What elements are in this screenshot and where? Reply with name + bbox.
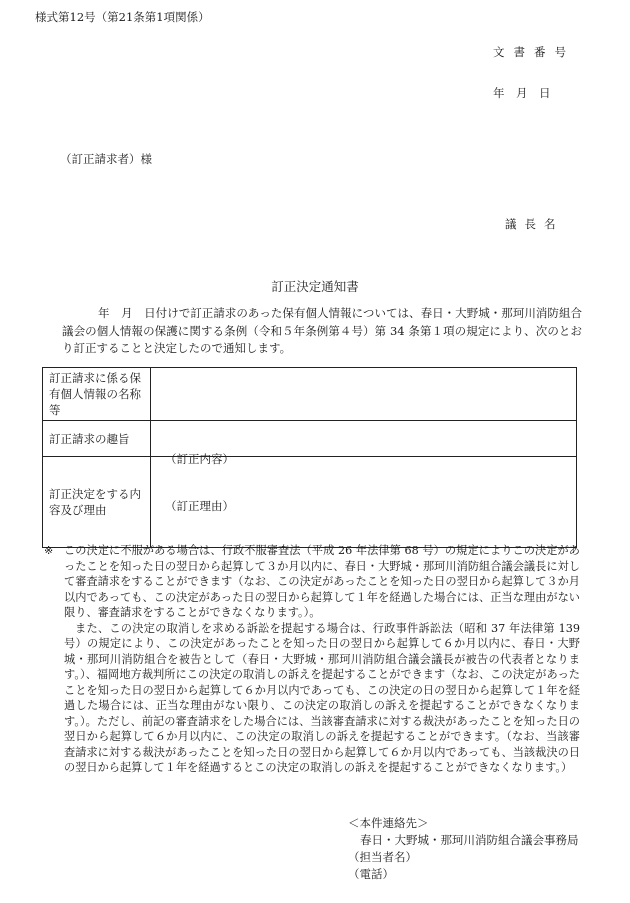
sender-chairman: 議長名 bbox=[505, 217, 564, 231]
table-row bbox=[43, 457, 577, 548]
document-number-label: 文書番号 bbox=[493, 45, 575, 59]
body-paragraph: 年 月 日付けで訂正請求のあった保有個人情報については、春日・大野城・那珂川消防組合議会の個人情報の保護に関する条例（令和５年条例第４号）第 34 条第１項の規定により、次のとおり訂正することと決定したので通知します。 bbox=[62, 306, 582, 355]
date-label: 年 月 日 bbox=[493, 86, 551, 100]
recipient: （訂正請求者）様 bbox=[60, 152, 152, 166]
note-appeal-text: この決定に不服がある場合は、行政不服審査法（平成 26 年法律第 68 号）の規定によりこの決定があったことを知った日の翌日から起算して３か月以内に、春日・大野城・那珂川消防組合議会議長に対して審査請求をすることができます（なお、この決定があったことを知った日の翌日から起算して３か月以内であっても、この決定があった日の翌日から起算して１年を経過した場合には、正当な理由がない限り、審査請求をすることができなくなります。）。 bbox=[64, 544, 580, 619]
note-mark: ※ bbox=[44, 544, 54, 557]
contact-person-label: （担当者名） bbox=[348, 850, 417, 864]
table-row bbox=[43, 368, 577, 421]
row-label-decision: 訂正決定をする内容及び理由 bbox=[43, 457, 151, 548]
correction-reason-label: （訂正理由） bbox=[165, 499, 234, 513]
notes bbox=[42, 543, 580, 776]
contact-block bbox=[348, 815, 579, 883]
form-number: 様式第12号（第21条第1項関係） bbox=[35, 10, 210, 24]
table-row bbox=[43, 421, 577, 457]
row-value-info-name bbox=[151, 368, 577, 421]
contact-heading: ＜本件連絡先＞ bbox=[348, 816, 429, 830]
contact-organization: 春日・大野城・那珂川消防組合議会事務局 bbox=[360, 833, 579, 847]
document-title: 訂正決定通知書 bbox=[271, 279, 359, 294]
contact-phone-label: （電話） bbox=[348, 867, 394, 881]
row-label-info-name: 訂正請求に係る保有個人情報の名称等 bbox=[43, 368, 151, 421]
note-appeal bbox=[42, 543, 580, 621]
info-table bbox=[42, 367, 577, 548]
row-label-request-purpose: 訂正請求の趣旨 bbox=[43, 421, 151, 457]
note-lawsuit: また、この決定の取消しを求める訴訟を提起する場合は、行政事件訴訟法（昭和 37 年法律第 139 号）の規定により、この決定があったことを知った日の翌日から起算して６か月以内に、春日・大野城・那珂川消防組合を被告として（春日・大野城・那珂川消防組合議会議長が被告の代表者となります。）、福岡地方裁判所にこの決定の取消しの訴えを提起することができます（なお、この決定があったことを知った日の翌日から起算して６か月以内であっても、この決定の日の翌日から起算して１年を経過した場合には、正当な理由がない限り、この決定の取消しの訴えを提起することができなくなります。）。ただし、前記の審査請求をした場合には、当該審査請求に対する裁決があったことを知った日の翌日から起算して６か月以内に、この決定の取消しの訴えを提起することができます。（なお、当該審査請求に対する裁決があったことを知った日の翌日から起算して６か月以内であっても、当該裁決の日の翌日から起算して１年を経過するとこの決定の取消しの訴えを提起することができなくなります。） bbox=[64, 621, 580, 774]
correction-content-label: （訂正内容） bbox=[165, 452, 234, 466]
